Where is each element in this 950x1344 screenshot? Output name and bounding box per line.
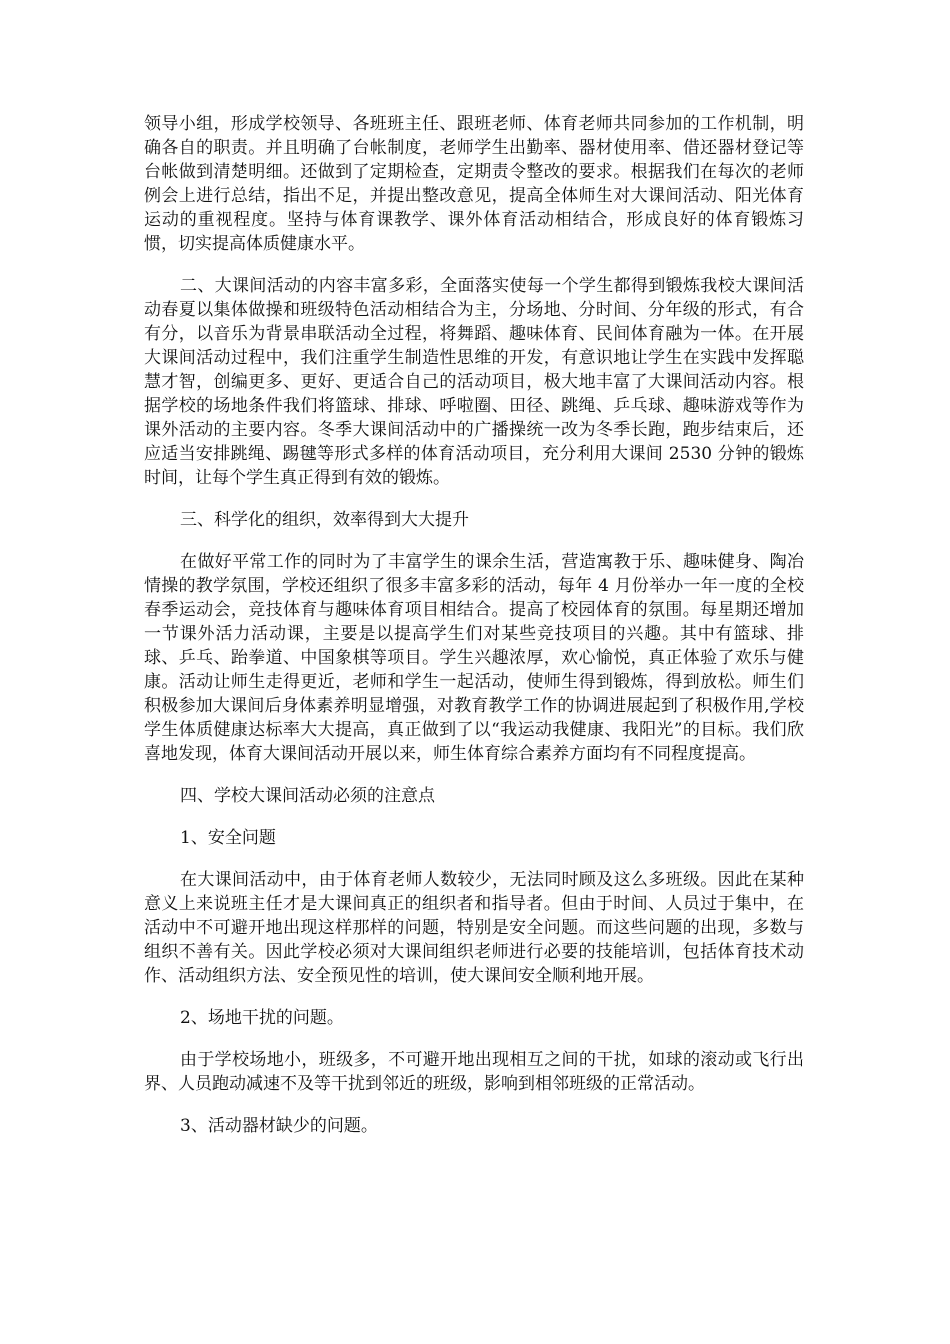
paragraph-venue-interference: 由于学校场地小，班级多，不可避开地出现相互之间的干扰，如球的滚动或飞行出界、人员跑动减速不及等干扰到邻近的班级，影响到相邻班级的正常活动。 bbox=[144, 1050, 804, 1094]
heading-section-three: 三、科学化的组织，效率得到大大提升 bbox=[180, 510, 469, 530]
paragraph-section-three-body: 在做好平常工作的同时为了丰富学生的课余生活，营造寓教于乐、趣味健身、陶冶情操的教学氛围，学校还组织了很多丰富多彩的活动，每年 4 月份举办一年一度的全校春季运动会，竞技体育与趣味体育项目相结合。提高了校园体育的氛围。每星期还增加一节课外活力活动课，主要是以提高学生们对某些竞技项目的兴趣。其中有篮球、排球、乒乓、跆拳道、中国象棋等项目。学生兴趣浓厚，欢心愉悦，真正体验了欢乐与健康。活动让师生走得更近，老师和学生一起活动，使师生得到锻炼，得到放松。师生们积极参加大课间后身体素养明显增强，对教育教学工作的协调进展起到了积极作用,学校学生体质健康达标率大大提高，真正做到了以“我运动我健康、我阳光”的目标。我们欣喜地发现，体育大课间活动开展以来，师生体育综合素养方面均有不同程度提高。 bbox=[144, 552, 804, 764]
heading-safety: 1、安全问题 bbox=[180, 828, 276, 848]
heading-venue-interference: 2、场地干扰的问题。 bbox=[180, 1008, 344, 1028]
paragraph-safety: 在大课间活动中，由于体育老师人数较少，无法同时顾及这么多班级。因此在某种意义上来说班主任才是大课间真正的组织者和指导者。但由于时间、人员过于集中，在活动中不可避开地出现这样那样的问题，特别是安全问题。而这些问题的出现，多数与组织不善有关。因此学校必须对大课间组织老师进行必要的技能培训，包括体育技术动作、活动组织方法、安全预见性的培训，使大课间安全顺利地开展。 bbox=[144, 870, 804, 986]
document-body bbox=[144, 112, 804, 1156]
heading-section-four: 四、学校大课间活动必须的注意点 bbox=[180, 786, 435, 806]
paragraph-leadership: 领导小组，形成学校领导、各班班主任、跟班老师、体育老师共同参加的工作机制，明确各自的职责。并且明确了台帐制度，老师学生出勤率、器材使用率、借还器材登记等台帐做到清楚明细。还做到了定期检查，定期责令整改的要求。根据我们在每次的老师例会上进行总结，指出不足，并提出整改意见，提高全体师生对大课间活动、阳光体育运动的重视程度。坚持与体育课教学、课外体育活动相结合，形成良好的体育锻炼习惯，切实提高体质健康水平。 bbox=[144, 114, 804, 254]
paragraph-section-two: 二、大课间活动的内容丰富多彩，全面落实使每一个学生都得到锻炼我校大课间活动春夏以集体做操和班级特色活动相结合为主，分场地、分时间、分年级的形式，有合有分，以音乐为背景串联活动全过程，将舞蹈、趣味体育、民间体育融为一体。在开展大课间活动过程中，我们注重学生制造性思维的开发，有意识地让学生在实践中发挥聪慧才智，创编更多、更好、更适合自己的活动项目，极大地丰富了大课间活动内容。根据学校的场地条件我们将篮球、排球、呼啦圈、田径、跳绳、乒乓球、趣味游戏等作为课外活动的主要内容。冬季大课间活动中的广播操统一改为冬季长跑，跑步结束后，还应适当安排跳绳、踢毽等形式多样的体育活动项目，充分利用大课间 2530 分钟的锻炼时间，让每个学生真正得到有效的锻炼。 bbox=[144, 276, 804, 488]
heading-equipment-shortage: 3、活动器材缺少的问题。 bbox=[180, 1116, 378, 1136]
